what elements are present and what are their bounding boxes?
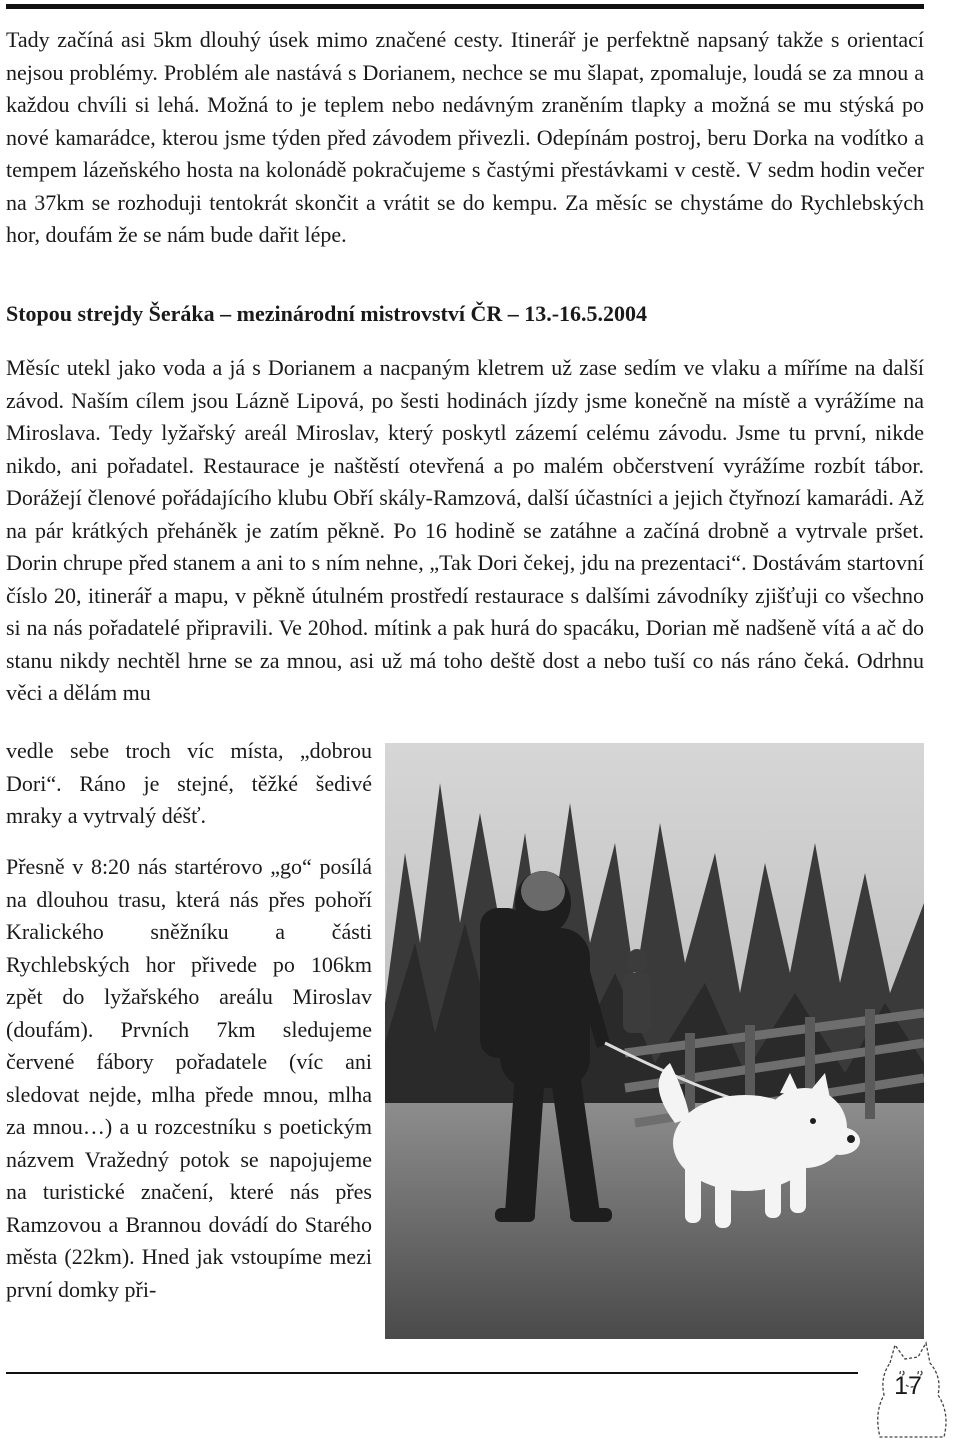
section-heading: Stopou strejdy Šeráka – mezinárodní mistrovství ČR – 13.-16.5.2004	[6, 301, 648, 326]
wrap-block	[6, 735, 372, 833]
section-block	[6, 352, 924, 710]
top-rule	[6, 4, 924, 9]
page-number: 17	[894, 1372, 922, 1400]
footer-rule	[6, 1372, 858, 1374]
start-paragraph: Přesně v 8:20 nás startérovo „go“ posílá na dlouhou trasu, která nás přes pohoří Kralického sněžníku a části Rychlebských hor přivede po 106km zpět do lyžařského areálu Miroslav (doufám). Prvních 7km sledujeme červené fábory pořadatele (víc ani sledovat nejde, mlha přede mnou, mlha za mnou…) a u rozcestníku s poetickým názvem Vražedný potok se napojujeme na turistické značení, které nás přes Ramzovou a Brannou dovádí do Starého města (22km). Hned jak vstoupíme mezi první domky při-	[6, 854, 372, 1302]
section-paragraph: Měsíc utekl jako voda a já s Dorianem a nacpaným kletrem už zase sedím ve vlaku a míříme na další závod. Naším cílem jsou Lázně Lipová, po šesti hodinách jízdy jsme konečně na místě a vyrážíme na Miroslava. Tedy lyžařský areál Miroslav, který poskytl zázemí celému závodu. Jsme tu první, nikde nikdo, ani pořadatel. Restaurace je naštěstí otevřená a po malém občerstvení vyrážíme rozbít tábor. Dorážejí členové pořádajícího klubu Obří skály-Ramzová, další účastníci a jejich čtyřnozí kamarádi. Až na pár krátkých přeháněk je zatím pěkně. Po 16 hodině se zatáhne a začíná drobně a vytrvale pršet. Dorin chrupe před stanem a ani to s ním nehne, „Tak Dori čekej, jdu na prezentaci“. Dostávám startovní číslo 20, itinerář a mapu, v pěkně útulném prostředí restaurace s dalšími závodníky zjišťuji co všechno si na nás pořadatelé připravili. Ve 20hod. mítink a pak hurá do spacáku, Dorian mě nadšeně vítá a ač do stanu nikdy nechtěl hrne se za mnou, asi už má toho deště dost a nebo tuší co nás ráno čeká. Odrhnu věci a dělám mu	[6, 355, 924, 705]
hiker-with-dog-photo	[385, 743, 924, 1339]
start-block	[6, 851, 372, 1306]
wrap-continuation-paragraph: vedle sebe troch víc místa, „dobrou Dori“. Ráno je stejné, těžké šedivé mraky a vytrvalý déšť.	[6, 738, 372, 828]
intro-paragraph: Tady začíná asi 5km dlouhý úsek mimo značené cesty. Itinerář je perfektně napsaný takže s orientací nejsou problémy. Problém ale nastává s Dorianem, nechce se mu šlapat, zpomaluje, loudá se za mnou a každou chvíli si lehá. Možná to je teplem nebo nedávným zraněním tlapky a možná se mu stýská po nové kamarádce, kterou jsme týden před závodem přivezli. Odepínám postroj, beru Dorka na vodítko a tempem lázeňského hosta na kolonádě pokračujeme s častými přestávkami v cestě. V sedm hodin večer na 37km se rozhoduji tentokrát skončit a vrátit se do kempu. Za měsíc se chystáme do Rychlebských hor, doufám že se nám bude dařit lépe.	[6, 27, 924, 247]
intro-block	[6, 24, 924, 252]
